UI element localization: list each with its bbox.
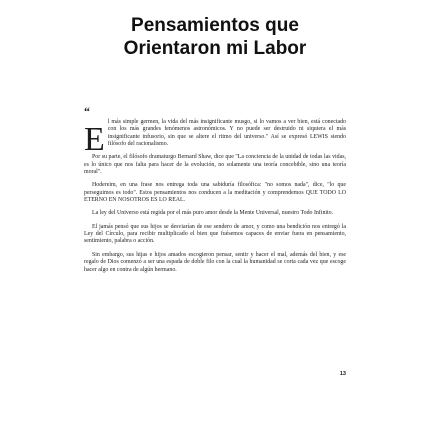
drop-cap: E [84,121,105,158]
paragraph-6-text: Sin embargo, sus hijas e hijos amados escogieron pensar, sentir y hacer el mal, además del bien, y ese regalo de Dios comenzó a ser una espada de doble filo con la cual la humanidad se corta cada vez que escoge hacer algo en contra de algún hermano. [84,251,346,273]
paragraph-3 [84,182,346,204]
paragraph-4-text: La ley del Universo está regida por el más puro amor desde la Mente Universal, nuestro Todo Infinito. [92,210,334,217]
paragraph-2-text: Por su parte, el filósofo dramaturgo Bernard Shaw, dice que "La conciencia de la unidad de todas las vidas, es lo único que nos falta para hacer de la evolución, no solamente una teoría concebible, sino una teoría moral". [84,154,346,176]
paragraph-3-text: Hodereim, en una frase nos entrega toda una sabiduría filosófica: "no somos nada", dice, "lo que perseguimos es todo". Estos pensamientos nos conducen a la meditación y comprendemos QUE TODO LO ETERNO EN NOSOTROS ES LO REAL. [84,182,346,204]
paragraph-1-text: l más simple germen, la vida del más insignificante musgo, si lo vamos a ver bien, está conectado con los más grandes fenómenos astronómicos. Y no puede ser destruido ni siquiera el más insignificante infusorio, sin que se altere el ritmo del universo." Así se expresó LEWIS siendo filósofo del racionalismo. [107,119,346,148]
chapter-title-line-1: Pensamientos que [131,15,299,36]
opening-quote-mark: “ [84,104,90,118]
paragraph-5 [84,224,346,246]
chapter-title-line-2: Orientaron mi Labor [123,38,307,59]
chapter-title [0,14,430,60]
paragraph-4 [84,210,346,217]
body-text [84,106,346,280]
paragraph-5-text: El jamás pensó que sus hijos se desviarían de ese sendero de amor, y como una bendición nos entregó la Ley del Círculo, para recibir multiplicado el bien que fuésemos capaces de enviar fuera en pensamiento, sentimiento, palabra o acción. [84,223,346,245]
paragraph-2 [84,154,346,176]
page-number: 13 [339,371,346,377]
paragraph-1 [84,104,346,158]
paragraph-6 [84,252,346,274]
